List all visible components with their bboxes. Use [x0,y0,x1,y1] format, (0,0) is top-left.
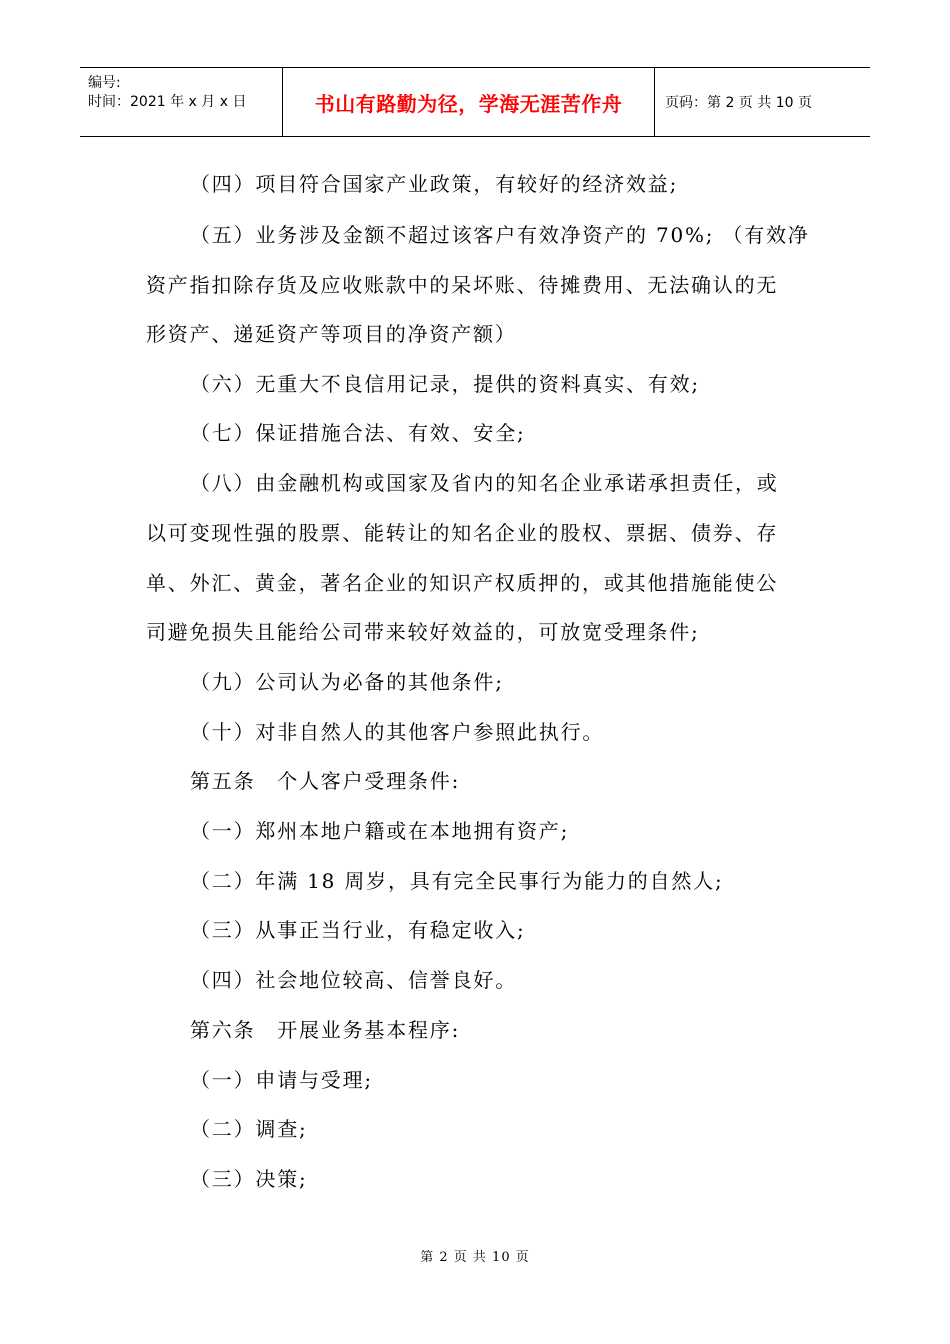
header-page-info: 页码：第 2 页 共 10 页 [665,95,812,111]
body-line: （八）由金融机构或国家及省内的知名企业承诺承担责任，或 [190,471,779,495]
body-line: 以可变现性强的股票、能转让的知名企业的股权、票据、债券、存 [146,521,779,545]
header-motto: 书山有路勤为径，学海无涯苦作舟 [283,68,655,136]
body-line: （二）年满 18 周岁，具有完全民事行为能力的自然人; [190,869,724,893]
body-line: （一）郑州本地户籍或在本地拥有资产; [190,819,570,843]
page-footer: 第 2 页 共 10 页 [420,1250,530,1265]
body-line: （七）保证措施合法、有效、安全; [190,421,526,445]
body-line: （二）调查; [190,1117,308,1141]
article-heading: 第六条 开展业务基本程序: [190,1018,461,1042]
body-line: （三）决策; [190,1167,308,1191]
body-line: 司避免损失且能给公司带来较好效益的，可放宽受理条件; [146,620,700,644]
article-heading: 第五条 个人客户受理条件: [190,769,461,793]
body-line: （四）社会地位较高、信誉良好。 [190,968,517,992]
document-number-label: 编号: [88,75,121,91]
body-line: （一）申请与受理; [190,1068,373,1092]
document-time-label: 时间：2021 年 x 月 x 日 [88,94,247,110]
body-line: （九）公司认为必备的其他条件; [190,670,504,694]
body-line: （六）无重大不良信用记录，提供的资料真实、有效; [190,372,700,396]
body-line: 形资产、递延资产等项目的净资产额） [146,322,517,346]
body-line: （四）项目符合国家产业政策，有较好的经济效益; [190,172,679,196]
header-meta-cell [80,68,283,136]
body-line: 资产指扣除存货及应收账款中的呆坏账、待摊费用、无法确认的无 [146,273,779,297]
body-line: （三）从事正当行业，有稳定收入; [190,918,526,942]
body-line: 单、外汇、黄金，著名企业的知识产权质押的，或其他措施能使公 [146,571,779,595]
document-header [80,67,870,137]
body-line: （五）业务涉及金额不超过该客户有效净资产的 70%; （有效净 [190,223,810,247]
body-line: （十）对非自然人的其他客户参照此执行。 [190,720,605,744]
